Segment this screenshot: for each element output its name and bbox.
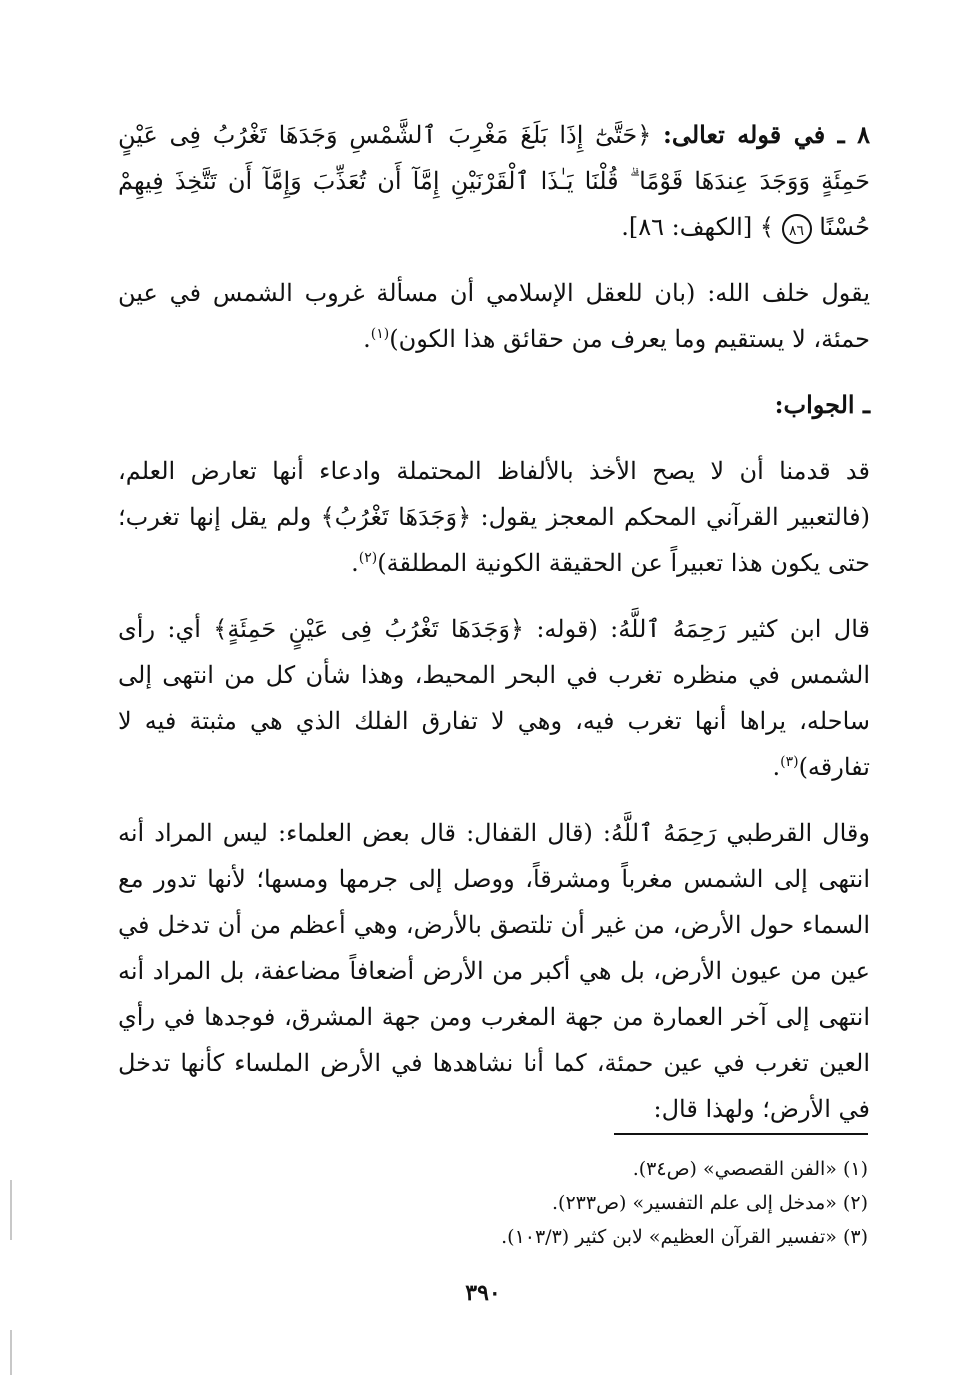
ayah-number-mark: ٨٦: [782, 214, 812, 244]
answer-heading: ـ الجواب:: [774, 390, 870, 419]
paragraph-1-end: .: [363, 325, 371, 353]
footnote-2: (٢) «مدخل إلى علم التفسير» (ص٢٣٣).: [551, 1192, 868, 1214]
section-8: [118, 112, 870, 250]
footnote-ref-2: (٢): [358, 550, 378, 566]
paragraph-3-end: .: [772, 753, 781, 781]
surah-reference: [الكهف: ٨٦].: [621, 213, 753, 241]
footnotes: [300, 1152, 868, 1254]
paragraph-4: وقال القرطبي رَحِمَهُ ٱللَّهُ: (قال القفال: قال بعض العلماء: ليس المراد أنه انتهى إلى الشمس مغرباً ومشرقاً، ووصل إلى جرمها ومسها؛ لأنها تدور مع السماء حول الأرض، من غير أن تلتصق بالأرض، وهي أعظم من أن تدخل في عين من عيون الأرض، بل هي أكبر من الأرض أضعافاً مضاعفة، بل المراد أنه انتهى إلى آخر العمارة من جهة المغرب ومن جهة المشرق، فوجدها في رأي العين تغرب في عين حمئة، كما أنا نشاهدها في الأرض الملساء كأنها تدخل في الأرض؛ ولهذا قال:: [118, 819, 871, 1123]
footnote-3: (٣) «تفسير القرآن العظيم» لابن كثير (١٠٣/٣).: [501, 1226, 868, 1248]
section-number: ٨ ـ في قوله تعالى:: [663, 120, 870, 149]
footnote-divider: [614, 1133, 868, 1135]
quran-quote: ﴿حَتَّىٰٓ إِذَا بَلَغَ مَغْرِبَ ٱلشَّمْسِ وَجَدَهَا تَغْرُبُ فِى عَيْنٍ حَمِئَةٍ وَوَجَدَ عِندَهَا قَوْمًا ۗ قُلْنَا يَـٰذَا ٱلْقَرْنَيْنِ إِمَّآ أَن تُعَذِّبَ وَإِمَّآ أَن تَتَّخِذَ فِيهِمْ حُسْنًا: [118, 121, 870, 241]
quote-close: ﴾: [759, 213, 774, 241]
page-number: ٣٩٠: [465, 1280, 501, 1306]
footnote-ref-3: (٣): [780, 754, 799, 770]
main-text: [118, 112, 870, 1132]
paragraph-1-text: يقول خلف الله: (بان للعقل الإسلامي أن مسألة غروب الشمس في عين حمئة، لا يستقيم وما يعرف من حقائق هذا الكون): [118, 279, 870, 353]
paragraph-2: [118, 448, 870, 586]
footnote-1: (١) «الفن القصصي» (ص٣٤).: [632, 1158, 868, 1180]
paragraph-3-text: قال ابن كثير رَحِمَهُ ٱللَّهُ: (قوله: ﴿وَجَدَهَا تَغْرُبُ فِى عَيْنٍ حَمِئَةٍ﴾ أي: رأى الشمس في منظره تغرب في البحر المحيط، وهذا شأن كل من انتهى إلى ساحله، يراها أنها تغرب فيه، وهي لا تفارق الفلك الذي هي مثبتة فيه لا تفارقه): [118, 615, 870, 781]
margin-scan-line: [10, 1180, 12, 1240]
footnote-ref-1: (١): [370, 326, 390, 342]
paragraph-3: [118, 606, 870, 790]
paragraph-2-end: .: [351, 549, 359, 577]
margin-scan-line: [10, 1330, 12, 1375]
paragraph-2-text: قد قدمنا أن لا يصح الأخذ بالألفاظ المحتملة وادعاء أنها تعارض العلم، (فالتعبير القرآني المحكم المعجز يقول: ﴿وَجَدَهَا تَغْرُبُ﴾ ولم يقل إنها تغرب؛ حتى يكون هذا تعبيراً عن الحقيقة الكونية المطلقة): [118, 457, 870, 577]
paragraph-1: [118, 270, 870, 362]
